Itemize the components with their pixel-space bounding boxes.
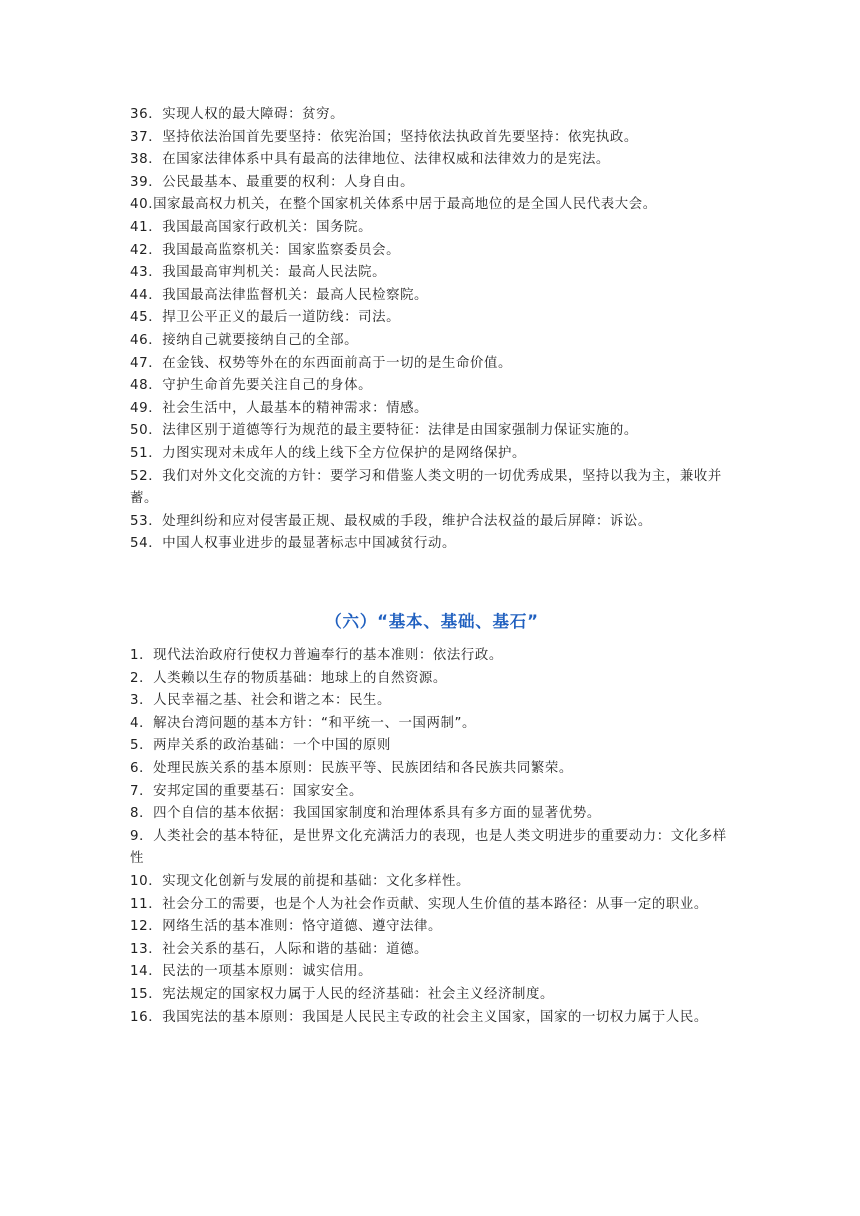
list-item: 12．网络生活的基本准则：恪守道德、遵守法律。 — [130, 919, 443, 935]
section-heading: （六）“基本、基础、基石” — [325, 612, 539, 631]
list-item: 44．我国最高法律监督机关：最高人民检察院。 — [130, 287, 429, 303]
list-item: 52．我们对外文化交流的方针：要学习和借鉴人类文明的一切优秀成果，坚持以我为主，兼收并蓄。 — [130, 468, 722, 507]
list-item: 49．社会生活中，人最基本的精神需求：情感。 — [130, 400, 429, 416]
list-item: 1．现代法治政府行使权力普遍奉行的基本准则：依法行政。 — [130, 648, 503, 663]
list-item: 53．处理纠纷和应对侵害最正规、最权威的手段，维护合法权益的最后屏障：诉讼。 — [130, 513, 652, 529]
list-item: 39．公民最基本、最重要的权利：人身自由。 — [130, 174, 415, 190]
list-item: 42．我国最高监察机关：国家监察委员会。 — [130, 242, 401, 258]
list-item: 16．我国宪法的基本原则：我国是人民民主专政的社会主义国家，国家的一切权力属于人民。 — [130, 1009, 708, 1025]
list-item: 3．人民幸福之基、社会和谐之本：民生。 — [130, 693, 391, 709]
list-item: 38．在国家法律体系中具有最高的法律地位、法律权威和法律效力的是宪法。 — [130, 152, 610, 168]
list-item: 2．人类赖以生存的物质基础：地球上的自然资源。 — [130, 670, 447, 686]
list-item: 46．接纳自己就要接纳自己的全部。 — [130, 332, 359, 348]
list-item: 15．宪法规定的国家权力属于人民的经济基础：社会主义经济制度。 — [130, 986, 554, 1002]
answer-list-36-54 — [130, 104, 734, 556]
list-item: 36．实现人权的最大障碍：贫穷。 — [130, 107, 345, 122]
basic-foundation-list — [130, 645, 734, 1029]
list-item: 50．法律区别于道德等行为规范的最主要特征：法律是由国家强制力保证实施的。 — [130, 423, 638, 439]
list-item: 37．坚持依法治国首先要坚持：依宪治国；坚持依法执政首先要坚持：依宪执政。 — [130, 129, 638, 145]
list-item: 45．捍卫公平正义的最后一道防线：司法。 — [130, 310, 401, 326]
list-item: 54．中国人权事业进步的最显著标志中国减贫行动。 — [130, 536, 457, 552]
list-item: 14．民法的一项基本原则：诚实信用。 — [130, 964, 373, 980]
list-item: 40.国家最高权力机关，在整个国家机关体系中居于最高地位的是全国人民代表大会。 — [130, 197, 657, 213]
list-item: 41．我国最高国家行政机关：国务院。 — [130, 219, 373, 235]
list-item: 47．在金钱、权势等外在的东西面前高于一切的是生命价值。 — [130, 355, 512, 371]
list-item: 48．守护生命首先要关注自己的身体。 — [130, 378, 373, 394]
list-item: 10．实现文化创新与发展的前提和基础：文化多样性。 — [130, 873, 471, 889]
list-item: 13．社会关系的基石，人际和谐的基础：道德。 — [130, 941, 429, 957]
list-item: 8．四个自信的基本依据：我国国家制度和治理体系具有多方面的显著优势。 — [130, 806, 601, 822]
list-item: 43．我国最高审判机关：最高人民法院。 — [130, 265, 387, 281]
list-item: 6．处理民族关系的基本原则：民族平等、民族团结和各民族共同繁荣。 — [130, 760, 573, 776]
list-item: 51．力图实现对未成年人的线上线下全方位保护的是网络保护。 — [130, 445, 526, 461]
list-item: 4．解决台湾问题的基本方针：“和平统一、一国两制”。 — [130, 715, 476, 731]
list-item: 9．人类社会的基本特征，是世界文化充满活力的表现，也是人类文明进步的重要动力：文化多样性 — [130, 828, 727, 867]
list-item: 7．安邦定国的重要基石：国家安全。 — [130, 783, 363, 799]
list-item: 5．两岸关系的政治基础：一个中国的原则 — [130, 738, 391, 754]
list-item: 11．社会分工的需要，也是个人为社会作贡献、实现人生价值的基本路径：从事一定的职业。 — [130, 896, 708, 912]
